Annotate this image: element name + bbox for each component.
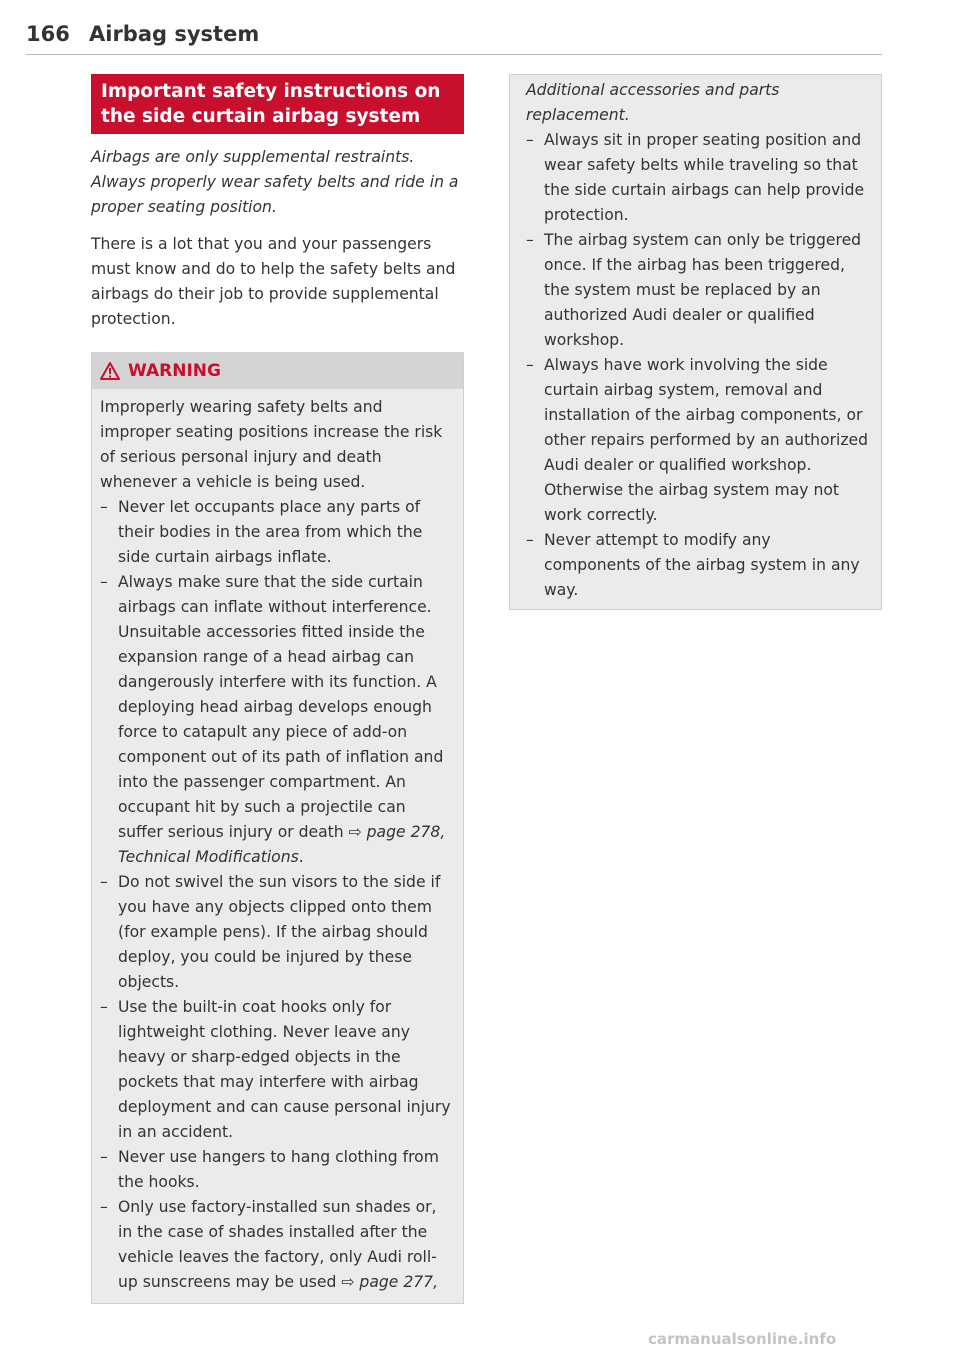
warning-box: [91, 352, 464, 1304]
warning-bullet: [526, 228, 871, 353]
chapter-title: Airbag system: [89, 22, 260, 46]
page-278-link[interactable]: ⇨ page 278, Technical Modifications: [118, 823, 446, 866]
page-header: [26, 22, 882, 55]
warning-bullet: [526, 353, 871, 528]
bullet-dash: –: [100, 573, 108, 591]
warning-bullet: [526, 128, 871, 228]
warning-bullet: [100, 995, 453, 1145]
body-paragraph: There is a lot that you and your passengers must know and do to help the safety belts and airbags do their job to provide supplemental protection.: [91, 235, 456, 328]
bullet-text: Only use factory-installed sun shades or, in the case of shades installed after the vehicle leaves the factory, only Audi roll-up sunscreens may be used: [118, 1198, 437, 1291]
warning-bullet: [100, 570, 453, 870]
warning-label: WARNING: [128, 361, 221, 381]
section-title: Important safety instructions on the side curtain airbag system: [91, 74, 464, 134]
warning-bullet: [100, 870, 453, 995]
intro-text: Airbags are only supplemental restraints. Always properly wear safety belts and ride in a proper seating position.: [91, 148, 459, 216]
bullet-text: Never attempt to modify any components of the airbag system in any way.: [544, 531, 860, 599]
bullet-text: Always make sure that the side curtain airbags can inflate without interference. Unsuitable accessories fitted inside the expansion range of a head airbag can dangerously interfere with its function. A deploying head airbag develops enough force to catapult any piece of add-on component out of its path of inflation and into the passenger compartment. An occupant hit by such a projectile can suffer serious injury or death: [118, 573, 444, 841]
continued-lead: Additional accessories and parts replacement.: [526, 81, 780, 124]
warning-bullet: [526, 528, 871, 603]
bullet-text: Use the built-in coat hooks only for lightweight clothing. Never leave any heavy or sharp-edged objects in the pockets that may interfere with airbag deployment and can cause personal injury in an accident.: [118, 998, 451, 1141]
bullet-text: Never use hangers to hang clothing from the hooks.: [118, 1148, 439, 1191]
warning-body: [92, 389, 463, 1303]
bullet-dash: –: [100, 873, 108, 891]
bullet-dash: –: [526, 531, 534, 549]
bullet-dash: –: [100, 498, 108, 516]
bullet-text: Always sit in proper seating position and wear safety belts while traveling so that the side curtain airbags can help provide protection.: [544, 131, 865, 224]
bullet-dash: –: [100, 998, 108, 1016]
warning-bullet: [100, 495, 453, 570]
bullet-end: .: [298, 848, 304, 866]
footer-watermark: carmanualsonline.info: [648, 1330, 837, 1348]
bullet-dash: –: [100, 1148, 108, 1166]
warning-triangle-icon: [100, 362, 120, 380]
bullet-dash: –: [100, 1198, 108, 1216]
page-277-link[interactable]: ⇨ page 277,: [341, 1273, 439, 1291]
bullet-dash: –: [526, 231, 534, 249]
page-number: 166: [26, 22, 70, 46]
bullet-dash: –: [526, 131, 534, 149]
bullet-text: The airbag system can only be triggered once. If the airbag has been triggered, the system must be replaced by an authorized Audi dealer or qualified workshop.: [544, 231, 862, 349]
bullet-text: Never let occupants place any parts of their bodies in the area from which the side curtain airbags inflate.: [118, 498, 423, 566]
warning-bullet: [100, 1145, 453, 1195]
bullet-dash: –: [526, 356, 534, 374]
left-column: [91, 74, 464, 1304]
warning-bullet: [100, 1195, 453, 1295]
bullet-text: Always have work involving the side curtain airbag system, removal and installation of the airbag components, or other repairs performed by an authorized Audi dealer or qualified workshop. Otherwise the airbag system may not work correctly.: [544, 356, 869, 524]
warning-lead: Improperly wearing safety belts and improper seating positions increase the risk of serious personal injury and death whenever a vehicle is being used.: [100, 398, 443, 491]
warning-header: [92, 353, 463, 389]
right-column-warning-continued: [509, 74, 882, 610]
bullet-text: Do not swivel the sun visors to the side if you have any objects clipped onto them (for example pens). If the airbag should deploy, you could be injured by these objects.: [118, 873, 441, 991]
